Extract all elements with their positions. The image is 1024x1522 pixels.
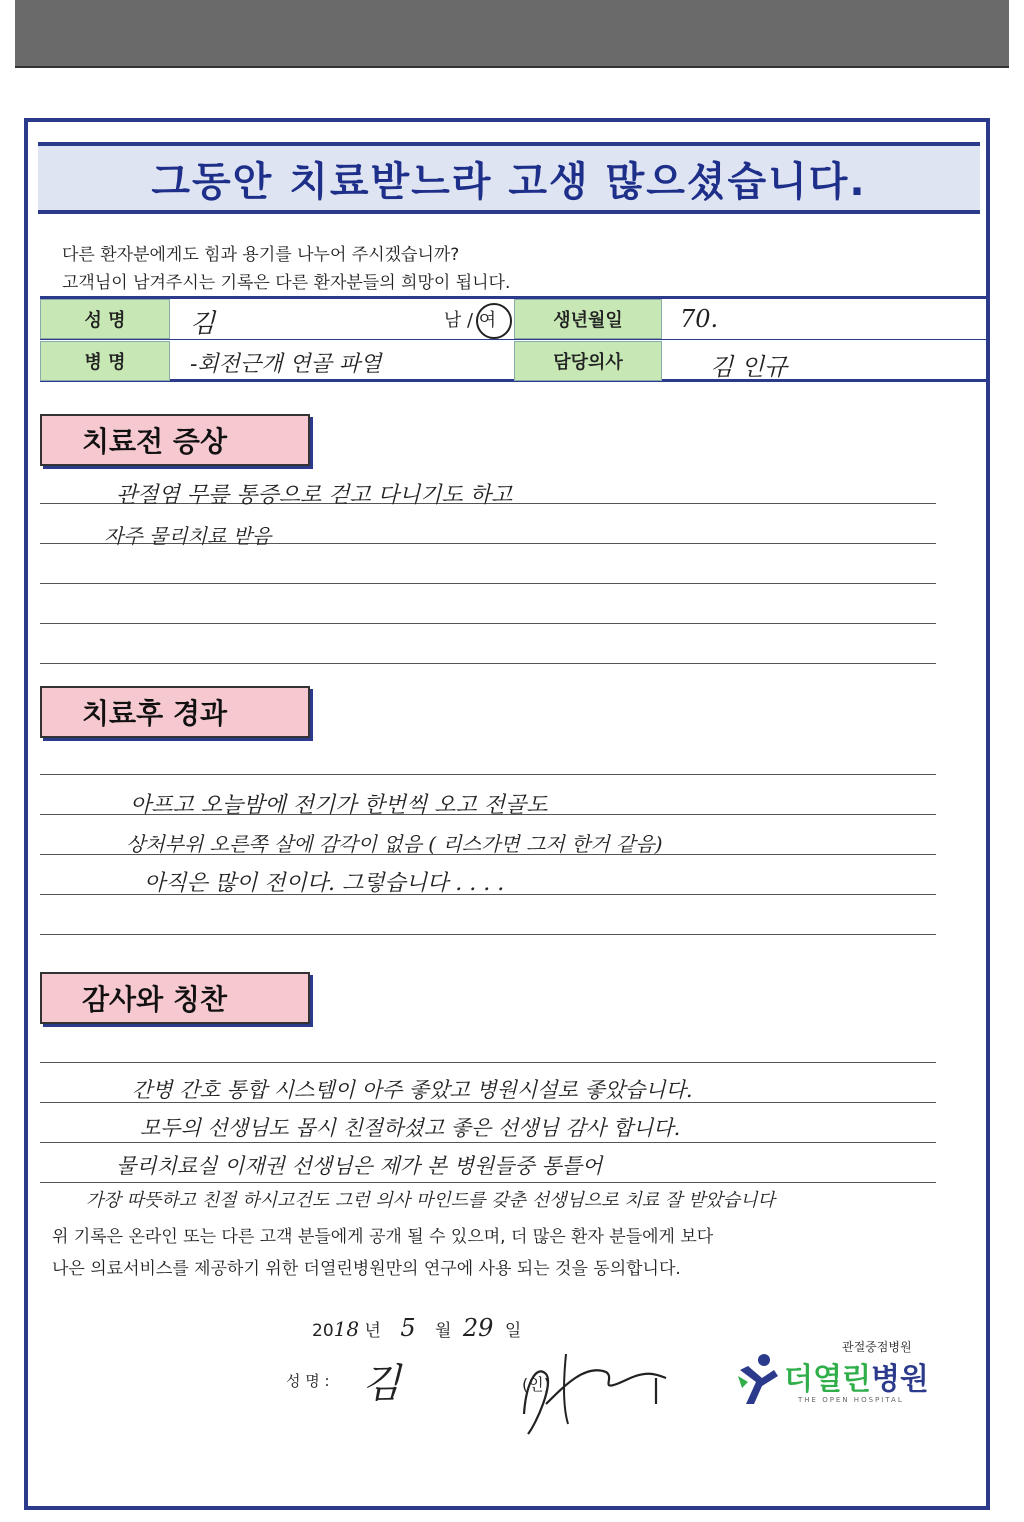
intro-line-1: 다른 환자분에게도 힘과 용기를 나누어 주시겠습니까? xyxy=(62,245,460,265)
consent-line-2: 나은 의료서비스를 제공하기 위한 더열린병원만의 연구에 사용 되는 것을 동의합니다. xyxy=(52,1259,681,1279)
after-line-3: 아직은 많이 전이다. 그렇습니다 . . . . xyxy=(144,871,505,896)
hospital-subtitle: 관절중점병원 xyxy=(842,1340,912,1354)
thanks-line-4: 가장 따뜻하고 친절 하시고건도 그런 의사 마인드를 갖춘 선생님으로 치료 잘 받았습니다 xyxy=(86,1190,775,1211)
writing-line xyxy=(40,934,936,935)
intro-line-2: 고객님이 남겨주시는 기록은 다른 환자분들의 희망이 됩니다. xyxy=(62,273,511,293)
month-value: 5 xyxy=(400,1314,416,1342)
date-line xyxy=(312,1314,521,1342)
before-line-2: 자주 물리치료 받음 xyxy=(104,524,272,548)
scan-edge xyxy=(15,66,1009,68)
writing-line xyxy=(40,1142,936,1143)
scan-shadow xyxy=(15,0,1009,66)
thanks-heading: 감사와 칭찬 xyxy=(40,972,310,1024)
gender-circle-mark xyxy=(476,303,512,339)
consent-line-1: 위 기록은 온라인 또는 다른 고객 분들에게 공개 될 수 있으며, 더 많은 환자 분들에게 보다 xyxy=(52,1227,714,1247)
hospital-emblem-icon xyxy=(734,1352,782,1406)
day-label: 일 xyxy=(504,1321,522,1341)
gender-label: 남 / 여 xyxy=(443,310,497,331)
seal-label: (인) xyxy=(522,1375,550,1394)
month-label: 월 xyxy=(435,1321,452,1341)
birth-value: 70. xyxy=(680,305,719,333)
after-heading: 치료후 경과 xyxy=(40,686,310,738)
doctor-label: 담당의사 xyxy=(514,341,662,381)
year-prefix: 20 xyxy=(312,1321,334,1341)
after-line-1: 아프고 오늘밤에 전기가 한번씩 오고 전골도 xyxy=(130,793,548,818)
writing-line xyxy=(40,623,936,624)
hospital-logo xyxy=(734,1338,944,1410)
title-banner xyxy=(38,142,980,214)
disease-label: 병 명 xyxy=(40,341,170,381)
writing-line xyxy=(40,774,936,775)
writing-line xyxy=(40,1062,936,1063)
doctor-value: 김 인규 xyxy=(710,353,788,381)
hospital-name xyxy=(784,1354,929,1398)
year-label: 년 xyxy=(364,1321,381,1341)
hospital-name-part2: 병원 xyxy=(870,1362,929,1397)
patient-info-table xyxy=(40,296,986,382)
before-heading: 치료전 증상 xyxy=(40,414,310,466)
name-label: 성 명 xyxy=(40,299,170,339)
signature-label: 성 명 : xyxy=(286,1372,330,1390)
writing-line xyxy=(40,583,936,584)
handwritten-signature xyxy=(506,1344,686,1440)
birth-label: 생년월일 xyxy=(514,299,662,339)
before-line-1: 관절염 무릎 통증으로 걷고 다니기도 하고 xyxy=(116,483,513,508)
thanks-line-3: 물리치료실 이재권 선생님은 제가 본 병원들중 통틀어 xyxy=(116,1154,603,1178)
day-value: 29 xyxy=(462,1314,494,1342)
year-value: 18 xyxy=(333,1317,360,1341)
after-line-2: 상처부위 오른쪽 살에 감각이 없음 ( 리스가면 그저 한거 같음) xyxy=(126,832,663,856)
thanks-line-1: 간병 간호 통합 시스템이 아주 좋았고 병원시설로 좋았습니다. xyxy=(132,1078,693,1102)
thanks-line-2: 모두의 선생님도 몹시 친절하셨고 좋은 선생님 감사 합니다. xyxy=(140,1116,681,1140)
table-divider xyxy=(40,339,986,340)
hospital-english-name: THE OPEN HOSPITAL xyxy=(798,1396,904,1404)
name-value: 김 xyxy=(190,309,216,339)
writing-line xyxy=(40,1182,936,1183)
signature-name: 김 xyxy=(362,1361,401,1407)
disease-value: -회전근개 연골 파열 xyxy=(190,352,382,377)
writing-line xyxy=(40,663,936,664)
form-title: 그동안 치료받느라 고생 많으셨습니다. xyxy=(151,158,867,205)
hospital-name-part1: 더열린 xyxy=(784,1362,871,1397)
